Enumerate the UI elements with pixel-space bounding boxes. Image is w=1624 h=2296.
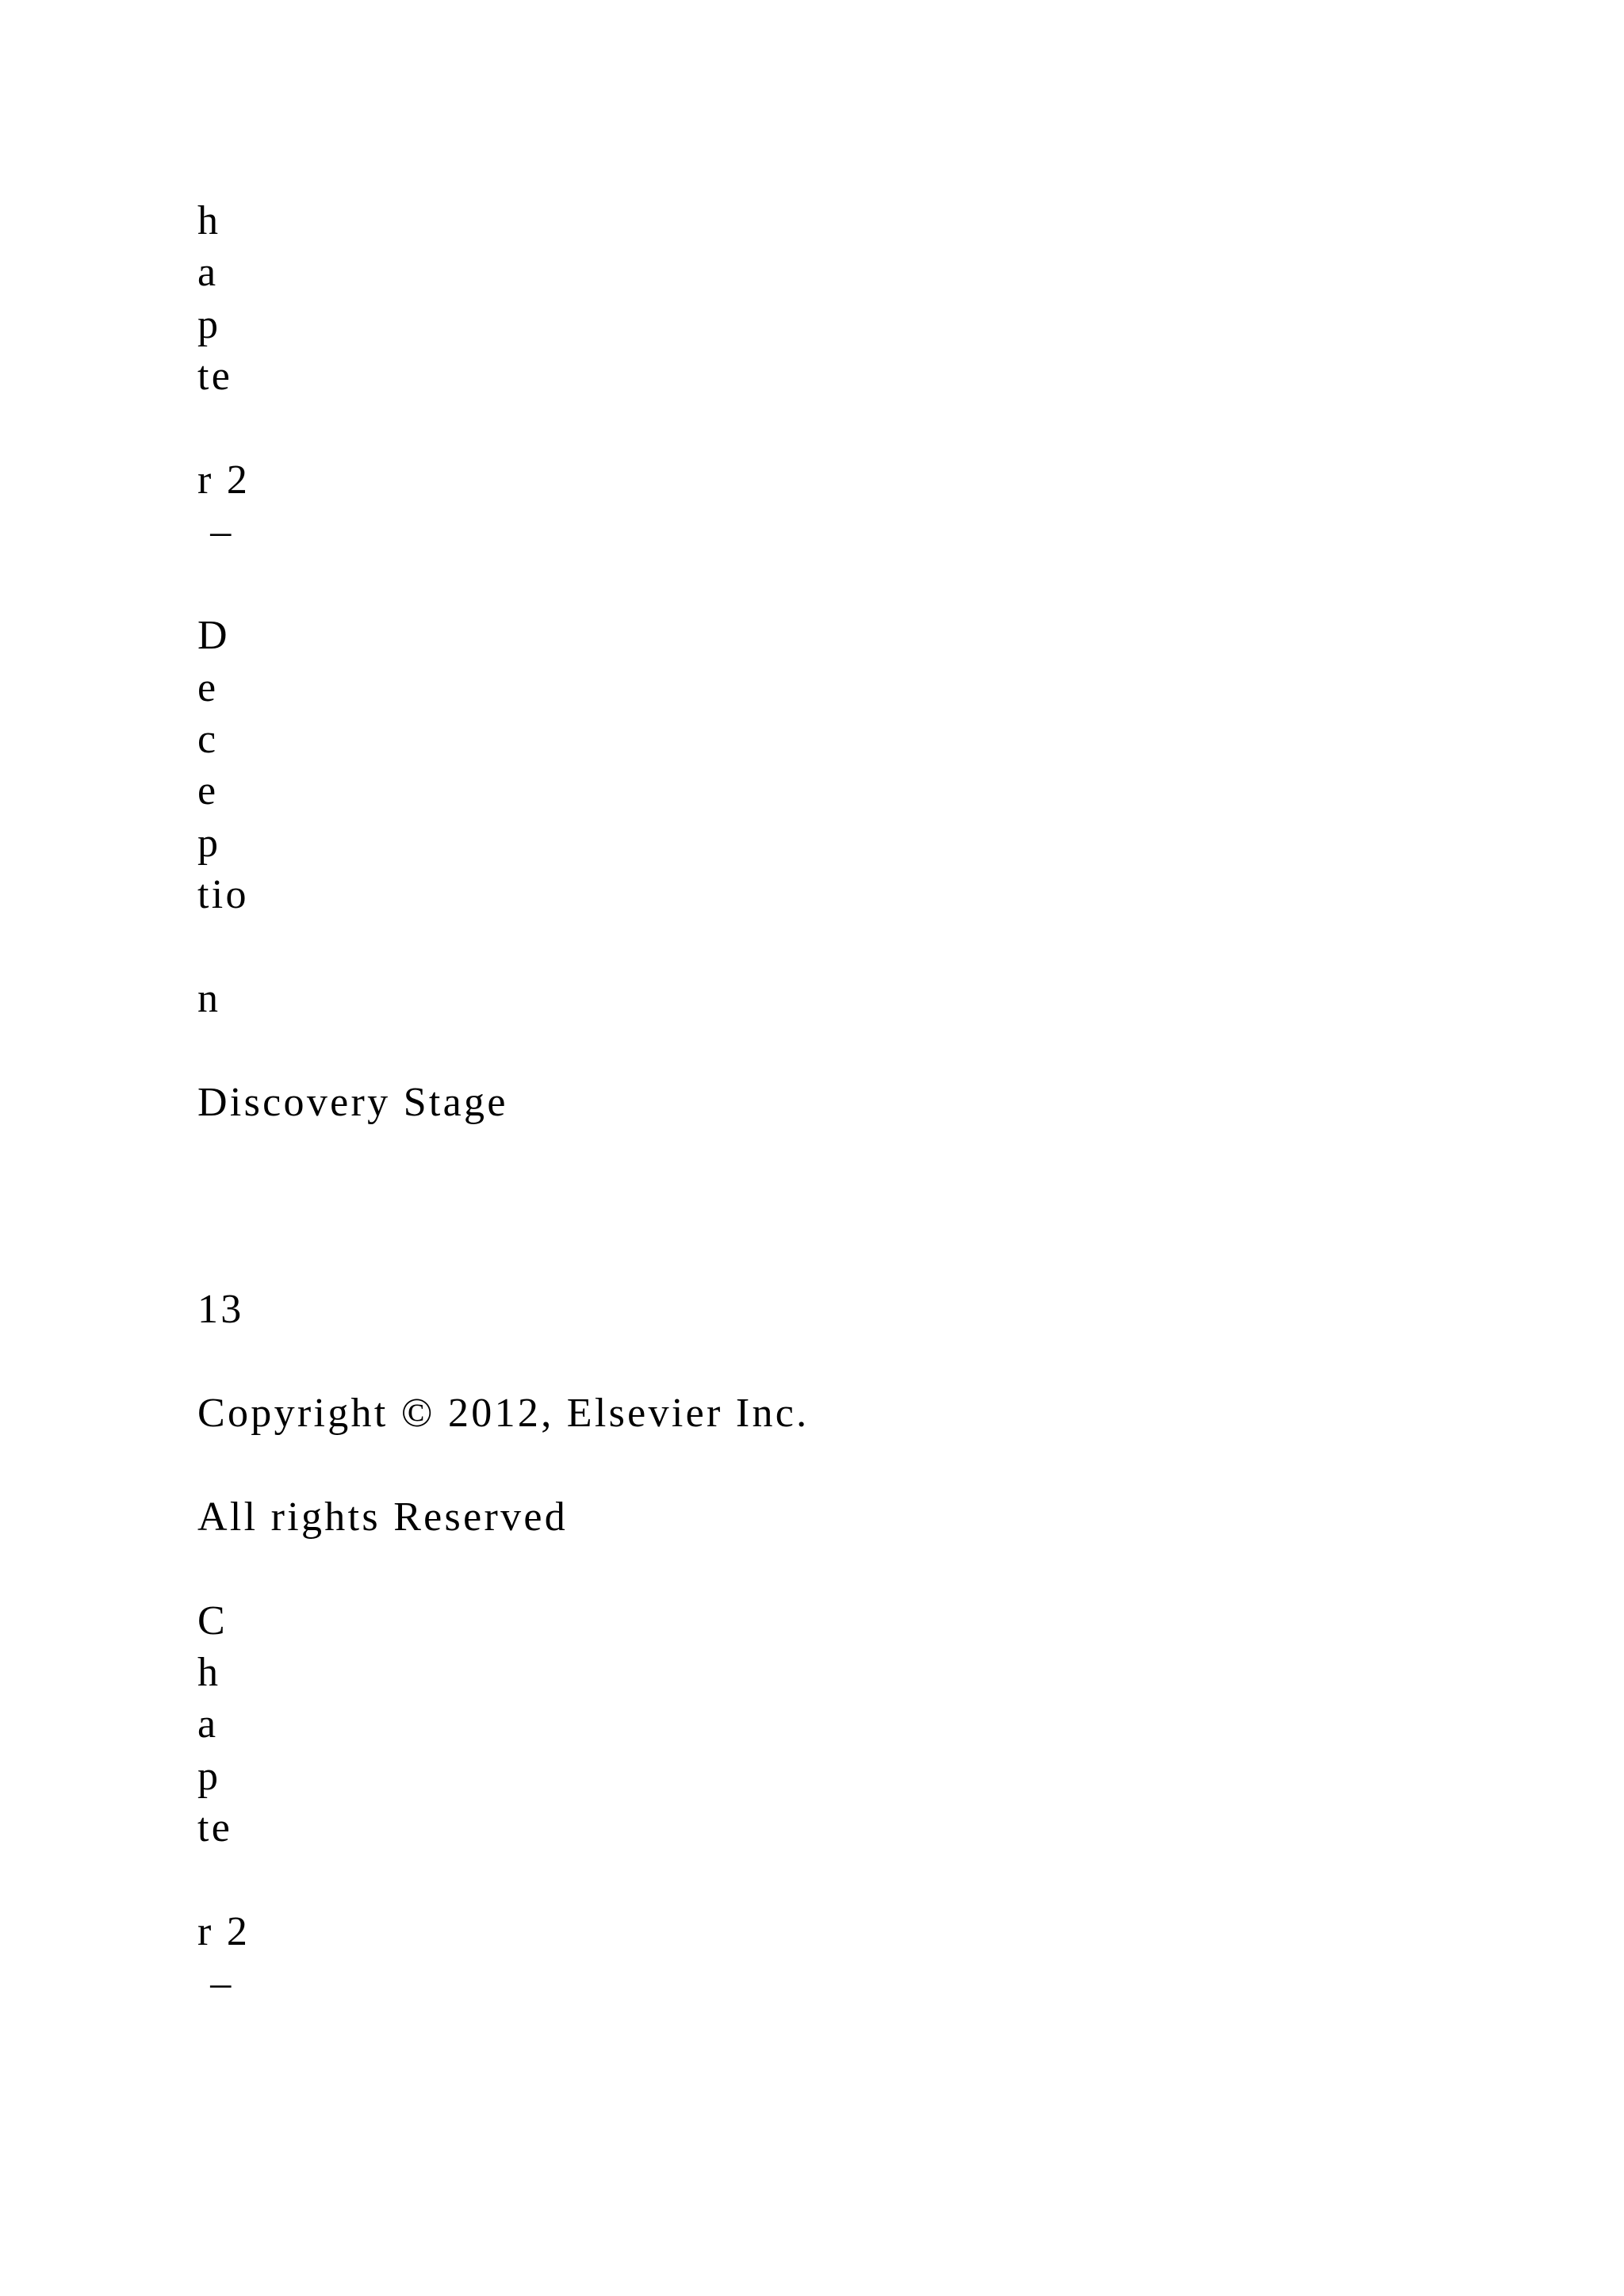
chapter-heading-fragment: te — [197, 354, 233, 400]
blank-line — [197, 920, 1466, 972]
slide-number: 13 — [197, 1287, 244, 1333]
chapter-heading-fragment: n — [197, 975, 221, 1021]
chapter-heading-dash: – — [197, 509, 234, 555]
chapter-heading-fragment: a — [197, 250, 219, 296]
blank-line — [197, 403, 1466, 454]
chapter-heading-fragment: h — [197, 198, 221, 243]
chapter-heading-fragment: te — [197, 1805, 233, 1851]
blank-line — [197, 1439, 1466, 1490]
blank-line — [197, 1232, 1466, 1284]
blank-line — [197, 1854, 1466, 1906]
chapter-heading-fragment: c — [197, 716, 219, 762]
document-text-column — [197, 195, 1466, 2010]
rights-notice: All rights Reserved — [197, 1494, 569, 1540]
blank-line — [197, 558, 1466, 610]
blank-line — [197, 1336, 1466, 1387]
chapter-heading-fragment: e — [197, 664, 219, 710]
blank-line — [197, 1180, 1466, 1231]
blank-line — [197, 1543, 1466, 1594]
chapter-heading-fragment: r 2 — [197, 1908, 251, 1954]
blank-line — [197, 1024, 1466, 1076]
chapter-heading-fragment: tio — [197, 872, 249, 918]
chapter-heading-fragment: r 2 — [197, 457, 251, 503]
slide-title: Discovery Stage — [197, 1079, 508, 1125]
chapter-heading-fragment: C — [197, 1598, 228, 1644]
chapter-heading-fragment: p — [197, 1753, 221, 1799]
chapter-heading-dash: – — [197, 1961, 234, 2007]
blank-line — [197, 1128, 1466, 1180]
chapter-heading-fragment: h — [197, 1649, 221, 1695]
chapter-heading-fragment: D — [197, 613, 230, 659]
chapter-heading-fragment: p — [197, 301, 221, 347]
copyright-notice: Copyright © 2012, Elsevier Inc. — [197, 1390, 810, 1436]
chapter-heading-fragment: e — [197, 768, 219, 814]
chapter-heading-fragment: p — [197, 820, 221, 866]
chapter-heading-fragment: a — [197, 1701, 219, 1747]
